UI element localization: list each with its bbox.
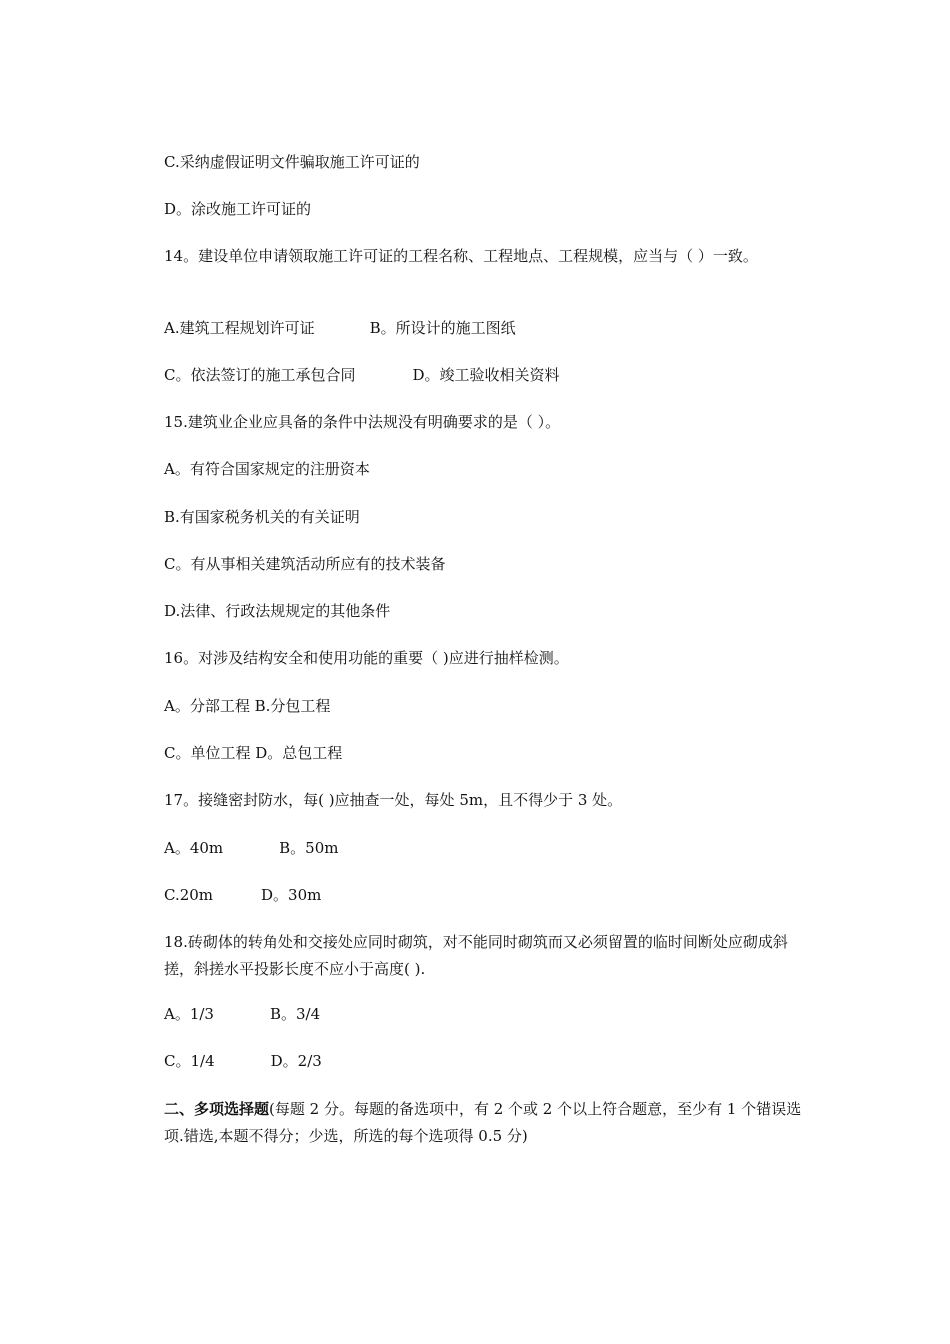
q18-options-ab <box>164 1001 320 1028</box>
q17-options-cd <box>164 882 321 909</box>
q15-option-b: B.有国家税务机关的有关证明 <box>164 508 360 526</box>
q17-option-a: A。40m <box>164 839 224 857</box>
q14-option-b: B。所设计的施工图纸 <box>369 319 516 337</box>
q14-options-cd <box>164 362 560 389</box>
q14-option-d: D。竣工验收相关资料 <box>412 366 560 384</box>
q17-options-ab <box>164 835 339 862</box>
q14-option-a: A.建筑工程规划许可证 <box>164 319 315 337</box>
section2-heading <box>164 1096 804 1150</box>
q18-options-cd <box>164 1048 322 1075</box>
q14-option-c: C。依法签订的施工承包合同 <box>164 366 356 384</box>
q17-option-b: B。50m <box>279 839 339 857</box>
q15-question: 15.建筑业企业应具备的条件中法规没有明确要求的是（ ）。 <box>164 413 561 431</box>
q14-options-ab <box>164 315 516 342</box>
q18-option-c: C。1/4 <box>164 1052 215 1070</box>
section2-description: (每题 2 分。每题的备选项中，有 2 个或 2 个以上符合题意，至少有 1 个错误选项.错选,本题不得分；少选，所选的每个选项得 0.5 分) <box>164 1100 802 1145</box>
q14-question: 14。建设单位申请领取施工许可证的工程名称、工程地点、工程规模，应当与（ ）一致。 <box>164 247 758 265</box>
q15-option-a: A。有符合国家规定的注册资本 <box>164 460 370 478</box>
q16-options-cd: C。单位工程 D。总包工程 <box>164 744 343 762</box>
q17-option-d: D。30m <box>261 886 322 904</box>
q16-question: 16。对涉及结构安全和使用功能的重要（ )应进行抽样检测。 <box>164 649 569 667</box>
q17-option-c: C.20m <box>164 886 214 904</box>
q18-option-d: D。2/3 <box>270 1052 322 1070</box>
q18-option-b: B。3/4 <box>269 1005 321 1023</box>
q16-options-ab: A。分部工程 B.分包工程 <box>164 697 331 715</box>
q15-option-d: D.法律、行政法规规定的其他条件 <box>164 602 391 620</box>
q13-option-c: C.采纳虚假证明文件骗取施工许可证的 <box>164 153 420 171</box>
section2-title: 二、多项选择题 <box>164 1100 270 1118</box>
q17-question: 17。接缝密封防水，每( )应抽查一处，每处 5m，且不得少于 3 处。 <box>164 791 623 809</box>
q18-option-a: A。1/3 <box>164 1005 214 1023</box>
q15-option-c: C。有从事相关建筑活动所应有的技术装备 <box>164 555 446 573</box>
q18-question: 18.砖砌体的转角处和交接处应同时砌筑，对不能同时砌筑而又必须留置的临时间断处应砌成斜搓，斜搓水平投影长度不应小于高度( ). <box>164 933 788 978</box>
q13-option-d: D。涂改施工许可证的 <box>164 200 312 218</box>
